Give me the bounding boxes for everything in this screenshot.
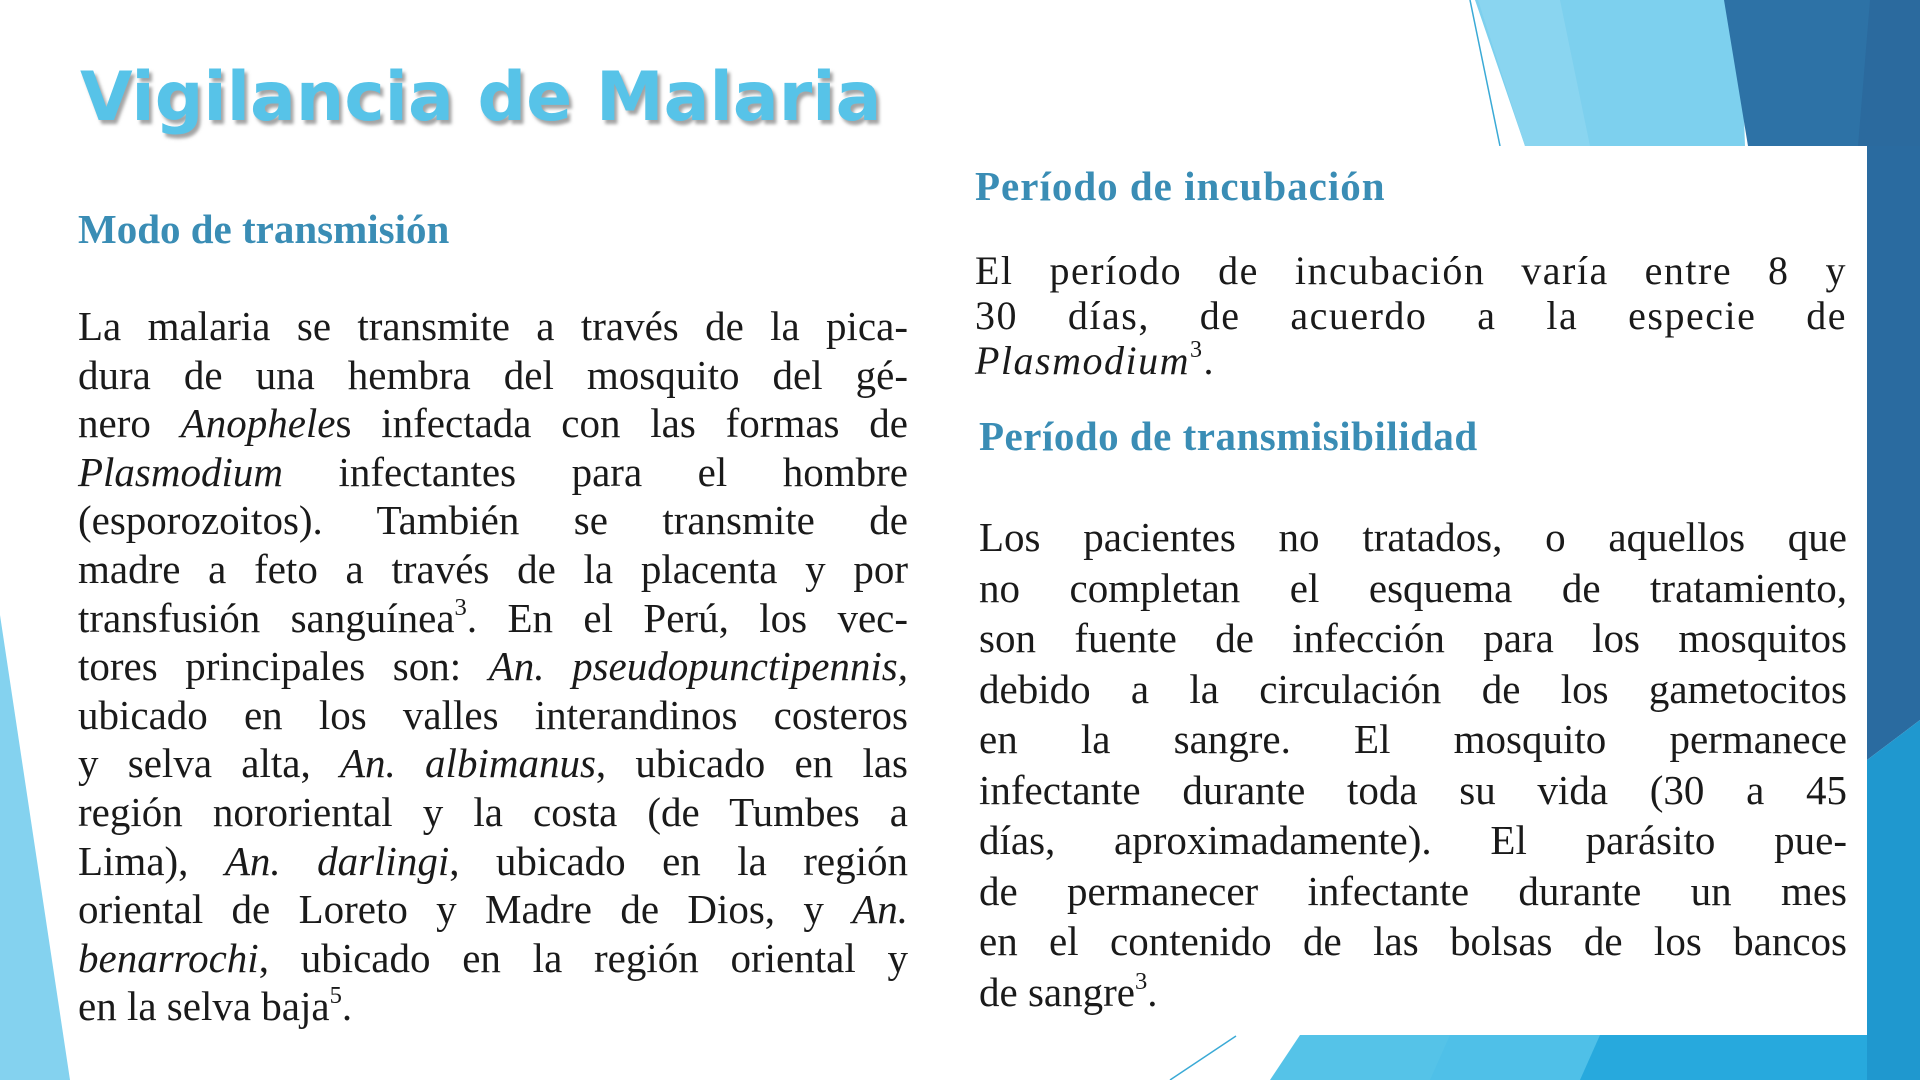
text-line bbox=[979, 714, 1847, 765]
text-line bbox=[979, 563, 1847, 614]
decor-shape-top-dark bbox=[1724, 0, 1920, 146]
text-run: días, aproximadamente). El parásito pue- bbox=[979, 817, 1847, 863]
text-line bbox=[78, 351, 908, 400]
text-run: . bbox=[1147, 968, 1158, 1015]
reference-superscript: 3 bbox=[1134, 967, 1148, 995]
text-line bbox=[78, 302, 908, 351]
italic-term: Anophele bbox=[180, 400, 336, 447]
decor-shape-top-light bbox=[1475, 0, 1745, 146]
text-line bbox=[78, 594, 908, 643]
text-run: . bbox=[341, 983, 353, 1030]
text-run: son fuente de infección para los mosquitos bbox=[979, 615, 1847, 661]
text-run: en la sangre. El mosquito permanece bbox=[979, 716, 1847, 762]
text-line bbox=[975, 248, 1847, 293]
decor-shape-top-darker bbox=[1858, 0, 1920, 146]
text-run: . bbox=[1203, 338, 1215, 383]
text-line bbox=[78, 642, 908, 691]
text-run: , ubicado en la región oriental y bbox=[258, 934, 908, 981]
text-run: de sangre bbox=[979, 968, 1135, 1015]
text-run: s infectada con las formas de bbox=[335, 400, 908, 447]
text-run: en la selva baja bbox=[78, 983, 330, 1030]
decor-shape-left bbox=[0, 615, 70, 1080]
text-run: El período de incubación varía entre 8 y bbox=[975, 248, 1847, 293]
text-run: , ubicado en la región bbox=[449, 837, 908, 884]
text-run: , ubicado en las bbox=[595, 740, 908, 787]
text-line bbox=[979, 916, 1847, 967]
text-line bbox=[78, 788, 908, 837]
text-line bbox=[979, 664, 1847, 715]
text-line bbox=[78, 885, 908, 934]
text-line bbox=[78, 399, 908, 448]
text-run: infectante durante toda su vida (30 a 45 bbox=[979, 766, 1847, 813]
text-run: nero bbox=[78, 400, 181, 447]
text-line bbox=[78, 691, 908, 740]
decor-shape-top-lighter bbox=[1478, 0, 1590, 146]
heading-periodo-de-incubacion: Período de incubación bbox=[975, 163, 1386, 209]
text-run: transfusión sanguínea bbox=[78, 594, 455, 641]
text-line bbox=[979, 512, 1847, 563]
text-line bbox=[979, 967, 1847, 1018]
text-line bbox=[78, 496, 908, 545]
decor-thin-line-bottom bbox=[1170, 1036, 1236, 1080]
decor-shape-bottom-light bbox=[1270, 1035, 1600, 1080]
heading-periodo-de-transmisibilidad: Período de transmisibilidad bbox=[979, 413, 1478, 459]
italic-term: An. pseudopunctipennis, bbox=[488, 643, 908, 690]
italic-term: Plasmodium bbox=[78, 448, 283, 495]
text-run: región nororiental y la costa (de Tumbes a bbox=[78, 788, 908, 835]
text-line bbox=[78, 739, 908, 788]
text-run: 30 días, de acuerdo a la especie de bbox=[975, 293, 1847, 338]
text-line bbox=[78, 982, 908, 1031]
text-run: Los pacientes no tratados, o aquellos que bbox=[979, 514, 1847, 560]
italic-term: An. albimanus bbox=[339, 740, 596, 787]
text-run: (esporozoitos). También se transmite de bbox=[78, 497, 908, 544]
slide-title: Vigilancia de Malaria bbox=[80, 58, 882, 137]
text-run: ubicado en los valles interandinos costeros bbox=[78, 691, 908, 738]
italic-term: Plasmodium bbox=[975, 338, 1190, 383]
heading-modo-de-transmision: Modo de transmisión bbox=[78, 206, 450, 252]
text-run: dura de una hembra del mosquito del gé- bbox=[78, 351, 908, 398]
text-run: y selva alta, bbox=[78, 740, 340, 787]
paragraph-periodo-de-transmisibilidad bbox=[979, 512, 1847, 1017]
text-line bbox=[78, 448, 908, 497]
text-run: debido a la circulación de los gametocitos bbox=[979, 665, 1847, 712]
text-line bbox=[979, 866, 1847, 917]
text-run: . En el Perú, los vec- bbox=[466, 594, 909, 641]
decor-shape-bottom-bright bbox=[1580, 1035, 1867, 1080]
text-line bbox=[979, 613, 1847, 664]
text-run: tores principales son: bbox=[78, 643, 489, 690]
text-run: oriental de Loreto y Madre de Dios, y bbox=[78, 886, 853, 933]
paragraph-modo-de-transmision bbox=[78, 302, 908, 1031]
decor-thin-line-top bbox=[1470, 0, 1500, 146]
decor-right-strip-bright bbox=[1867, 720, 1920, 1080]
text-line bbox=[979, 815, 1847, 866]
text-run: madre a feto a través de la placenta y por bbox=[78, 545, 908, 592]
decor-shape-bottom-right bbox=[1867, 1035, 1920, 1080]
text-line bbox=[78, 837, 908, 886]
text-run: de permanecer infectante durante un mes bbox=[979, 867, 1847, 914]
italic-term: An. darlingi bbox=[224, 837, 450, 884]
text-run: infectantes para el hombre bbox=[283, 448, 908, 495]
text-line bbox=[78, 545, 908, 594]
italic-term: benarrochi bbox=[78, 934, 259, 981]
paragraph-periodo-de-incubacion bbox=[975, 248, 1847, 383]
reference-superscript: 5 bbox=[329, 982, 342, 1010]
text-run: en el contenido de las bolsas de los bancos bbox=[979, 918, 1847, 964]
text-run: La malaria se transmite a través de la pica- bbox=[78, 303, 908, 349]
decor-shape-bottom-mid bbox=[1430, 1035, 1700, 1080]
text-run: Lima), bbox=[78, 837, 225, 884]
italic-term: An. bbox=[852, 886, 908, 933]
text-line bbox=[78, 934, 908, 983]
reference-superscript: 3 bbox=[454, 593, 467, 621]
reference-superscript: 3 bbox=[1190, 337, 1204, 364]
text-line bbox=[975, 293, 1847, 338]
text-run: no completan el esquema de tratamiento, bbox=[979, 564, 1847, 611]
decor-right-strip-dark bbox=[1867, 146, 1920, 760]
text-line bbox=[979, 765, 1847, 816]
text-line bbox=[975, 338, 1847, 383]
